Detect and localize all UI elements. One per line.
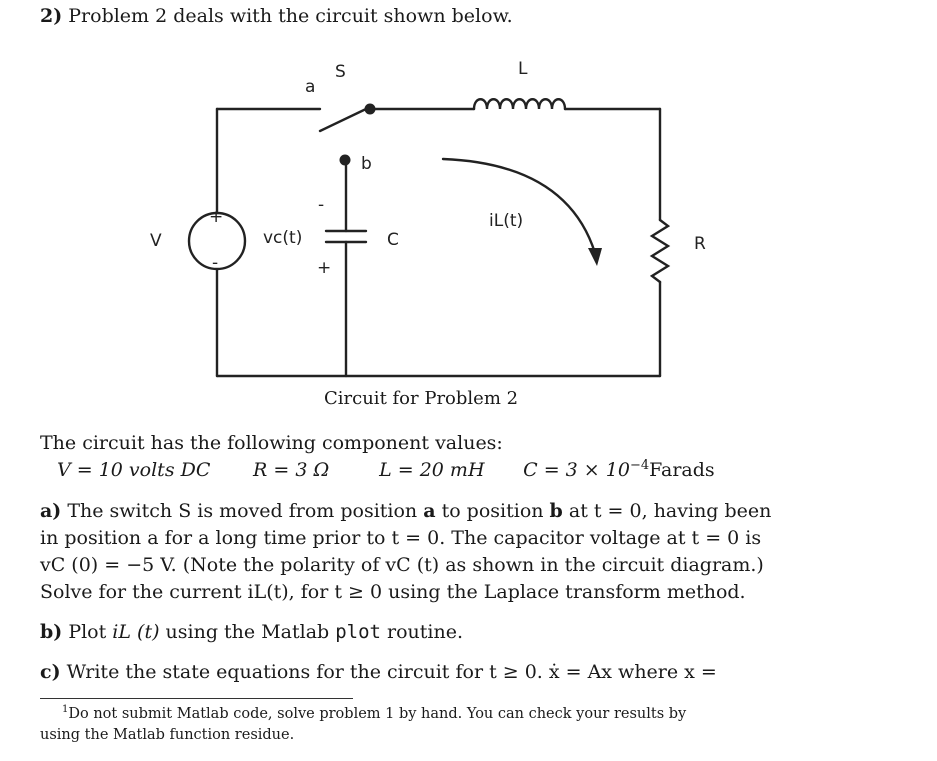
component-values-intro: The circuit has the following component values:: [40, 432, 503, 454]
inductor-symbol: [474, 99, 565, 109]
value-L: L = 20 mH: [379, 459, 485, 482]
part-c-label: c): [40, 661, 61, 683]
switch-contact-b: [340, 155, 351, 166]
source-label: V: [150, 231, 162, 251]
footnote-line-1: $^1$Do not submit Matlab code, solve problem 1 by hand. You can check your results by: [62, 704, 687, 722]
resistor-symbol: [652, 220, 668, 282]
problem-heading-text: Problem 2 deals with the circuit shown below.: [68, 5, 513, 27]
footnote-rule: [40, 698, 353, 699]
part-a-line-4: Solve for the current iL(t), for t ≥ 0 using the Laplace transform method.: [40, 581, 746, 603]
current-arrow: [443, 159, 595, 253]
value-V: V = 10 volts DC: [57, 459, 211, 482]
component-values: [57, 458, 715, 481]
cap-plus-label: +: [317, 258, 332, 278]
source-minus-label: -: [212, 253, 219, 273]
value-C: $C = 3 \times 10^{-4}Farads$: [523, 458, 715, 482]
footnote-marker: 1: [62, 704, 69, 715]
problem-number: 2): [40, 5, 63, 27]
part-a-line-3: vC (0) = −5 V. (Note the polarity of vC (t) as shown in the circuit diagram.): [40, 554, 764, 576]
part-a-line-2: in position a for a long time prior to t = 0. The capacitor voltage at t = 0 is: [40, 527, 762, 549]
switch-blade: [320, 109, 366, 131]
switch-label: S: [335, 62, 346, 82]
figure-caption: Circuit for Problem 2: [324, 388, 519, 409]
value-R: R = 3 Ω: [253, 459, 330, 482]
position-b-label: b: [361, 154, 372, 174]
part-b-label: b): [40, 621, 63, 643]
part-a-label: a): [40, 500, 62, 522]
cap-voltage-label: vc(t): [263, 228, 303, 248]
inductor-label: L: [518, 59, 528, 79]
part-c: c) Write the state equations for the circuit for t ≥ 0. ẋ = Ax where x =: [40, 661, 717, 683]
position-a-label: a: [305, 77, 316, 97]
source-plus-label: +: [209, 207, 224, 227]
part-b: b) Plot iL (t) using the Matlab plot routine.: [40, 621, 464, 643]
footnote-line-2: using the Matlab function residue.: [40, 727, 295, 743]
current-label: iL(t): [489, 211, 524, 231]
part-a-line-1: a) The switch S is moved from position a to position b at t = 0, having been: [40, 500, 772, 522]
cap-minus-label: -: [318, 195, 325, 215]
switch-contact-a: [365, 104, 376, 115]
current-arrowhead: [588, 248, 602, 266]
resistor-label: R: [694, 234, 706, 254]
capacitor-label: C: [387, 230, 399, 250]
plot-code: plot: [335, 621, 381, 643]
